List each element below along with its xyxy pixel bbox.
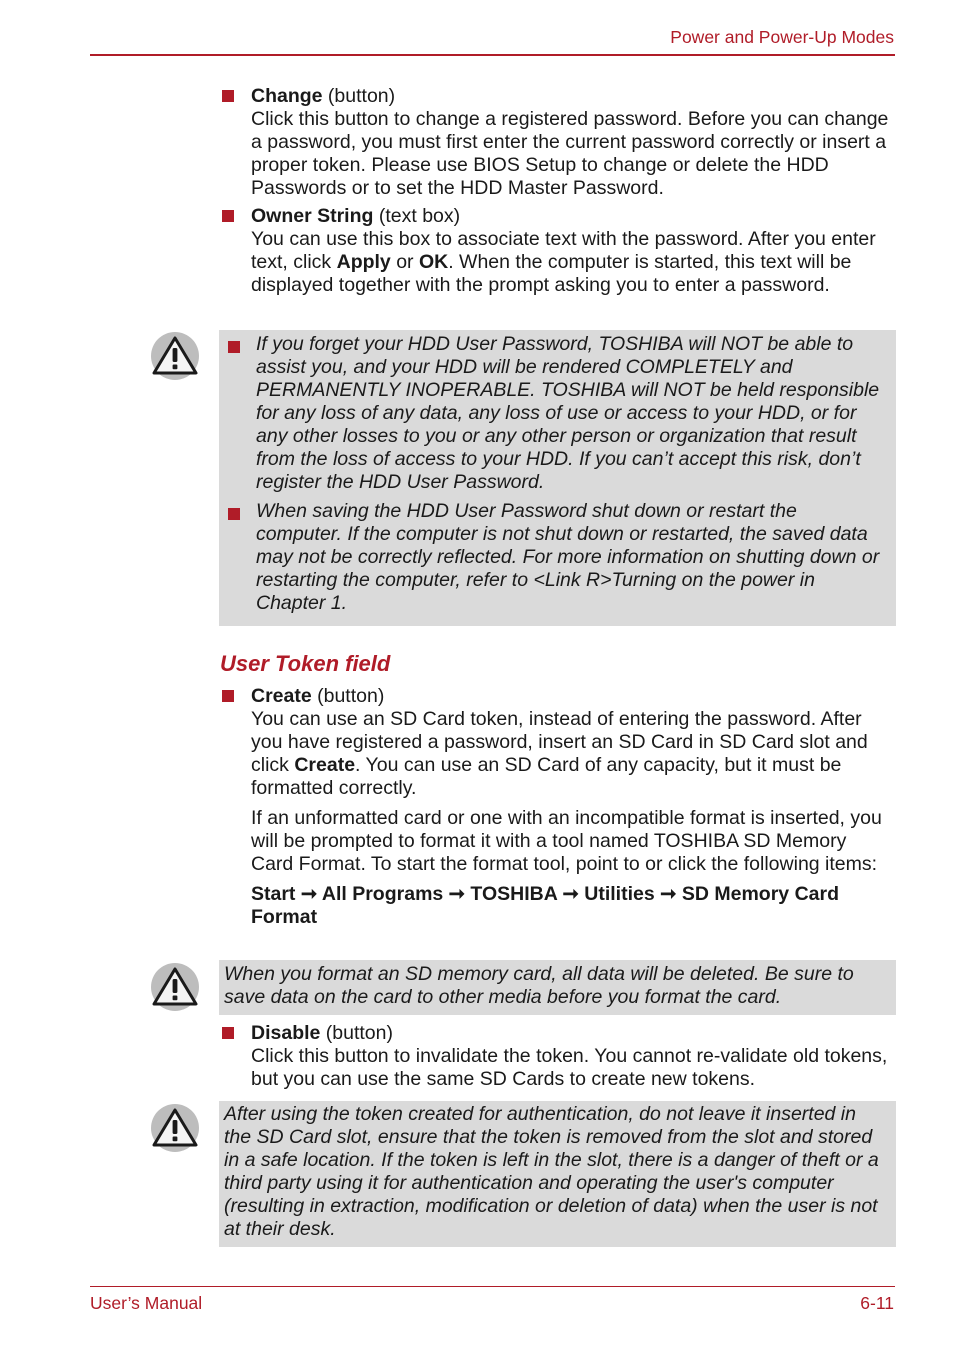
running-header: Power and Power-Up Modes xyxy=(670,27,894,47)
item-description: You can use an SD Card token, instead of entering the password. After you have registered a password, insert an SD Card in SD Card slot and click Create. You can use an SD Card of any capacity, but it must be formatted correctly. xyxy=(251,708,868,799)
square-bullet-icon xyxy=(222,210,234,222)
warning-note-token: After using the token created for authentication, do not leave it inserted in the SD Card slot, ensure that the token is removed from the slot and stored in a safe location. If the token is left in the slot, there is a danger of theft or a third party using it for authentication and operating the user's computer (resulting in extraction, modification or deletion of data) when the user is not at their desk. xyxy=(219,1101,896,1247)
list-item-create xyxy=(220,685,894,929)
square-bullet-icon xyxy=(222,690,234,702)
square-bullet-icon xyxy=(222,1027,234,1039)
list-item-disable xyxy=(220,1022,894,1091)
note-item: If you forget your HDD User Password, TOSHIBA will NOT be able to assist you, and your HDD will be rendered COMPLETELY and PERMANENTLY INOPERABLE. TOSHIBA will NOT be held responsible for any loss of any data, any loss of use or access to your HDD, or for any other losses to you or any other person or organization that result from the loss of access to your HDD. If you can’t accept this risk, don’t register the HDD User Password. xyxy=(224,333,887,494)
footer-manual-title: User’s Manual xyxy=(90,1293,203,1313)
warning-triangle-icon xyxy=(150,1103,200,1153)
square-bullet-icon xyxy=(228,508,240,520)
header-rule xyxy=(90,54,895,56)
item-title: Disable (button) xyxy=(251,1022,393,1044)
warning-note-hdd-password xyxy=(219,330,896,626)
square-bullet-icon xyxy=(228,341,240,353)
page-number: 6-11 xyxy=(860,1293,894,1313)
item-description: Click this button to invalidate the token. You cannot re-validate old tokens, but you can use the same SD Cards to create new tokens. xyxy=(251,1045,888,1090)
item-description: Click this button to change a registered password. Before you can change a password, you must first enter the current password correctly or insert a proper token. Please use BIOS Setup to change or delete the HDD Passwords or to set the HDD Master Password. xyxy=(251,108,889,199)
list-item-owner-string xyxy=(220,205,894,297)
square-bullet-icon xyxy=(222,90,234,102)
warning-note-format: When you format an SD memory card, all data will be deleted. Be sure to save data on the card to other media before you format the card. xyxy=(219,960,896,1015)
item-title: Change (button) xyxy=(251,85,396,107)
menu-path: Start ➞ All Programs ➞ TOSHIBA ➞ Utilities ➞ SD Memory Card Format xyxy=(251,883,839,928)
item-title: Owner String (text box) xyxy=(251,205,461,227)
note-item: When saving the HDD User Password shut down or restart the computer. If the computer is not shut down or restarted, the saved data may not be correctly reflected. For more information on shutting down or restarting the computer, refer to <Link R>Turning on the power in Chapter 1. xyxy=(224,500,887,615)
item-title: Create (button) xyxy=(251,685,385,707)
item-paragraph: If an unformatted card or one with an incompatible format is inserted, you will be prompted to format it with a tool named TOSHIBA SD Memory Card Format. To start the format tool, point to or click the following items: xyxy=(251,807,882,875)
warning-triangle-icon xyxy=(150,962,200,1012)
list-item-change xyxy=(220,85,894,200)
footer-rule xyxy=(90,1286,895,1287)
item-description: You can use this box to associate text with the password. After you enter text, click Apply or OK. When the computer is started, this text will be displayed together with the prompt asking you to enter a password. xyxy=(251,228,876,296)
section-heading: User Token field xyxy=(220,651,391,676)
warning-triangle-icon xyxy=(150,331,200,381)
